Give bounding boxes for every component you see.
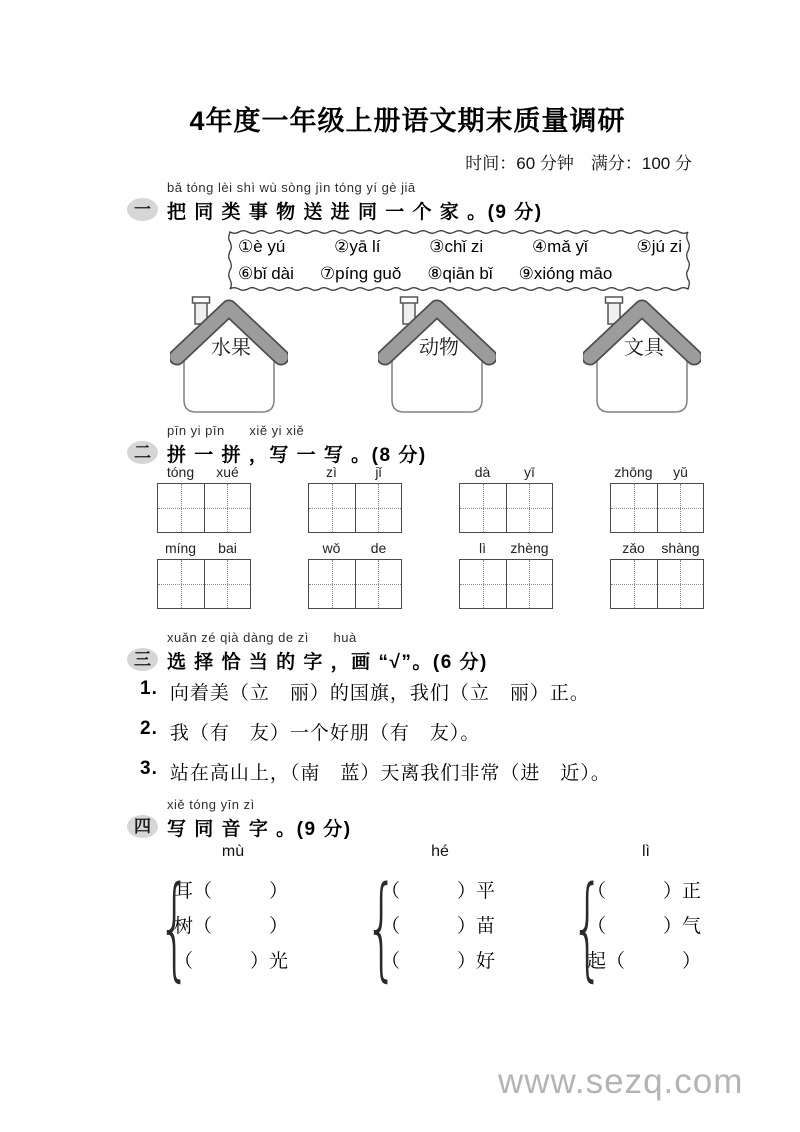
word-group [308, 464, 402, 533]
word-bank-item: ⑨xióng māo [518, 264, 613, 283]
question-item-3 [140, 758, 611, 785]
brace-icon: { [571, 860, 605, 993]
section-1-heading [127, 180, 543, 224]
question-item-1 [140, 678, 590, 705]
section-3-marker: 三 [127, 648, 158, 671]
word-group [610, 540, 704, 609]
writing-grid[interactable] [157, 559, 251, 609]
exam-meta: 时间：60 分钟 满分：100 分 [465, 154, 692, 173]
writing-grid-row-2 [157, 540, 704, 609]
watermark: www.sezq.com [498, 1062, 744, 1101]
fill-in-row: （ ）光 [174, 951, 289, 972]
word-group [459, 540, 553, 609]
house-animal [378, 296, 496, 420]
writing-grid[interactable] [610, 483, 704, 533]
word-bank-item: ②yā lí [334, 237, 381, 256]
house-label: 动物 [419, 337, 459, 359]
word-group [308, 540, 402, 609]
item-text: 站在高山上，（南 蓝）天离我们非常（进 近）。 [169, 763, 611, 784]
pinyin-label: zì [326, 464, 337, 480]
fill-in-row: （ ）气 [587, 916, 702, 937]
section-3-title: 选 择 恰 当 的 字 ，画 “√”。(6 分) [167, 652, 488, 673]
item-text: 我（有 友）一个好朋（有 友）。 [169, 723, 481, 744]
word-bank-item: ③chǐ zi [429, 237, 484, 256]
homophone-group-li [571, 843, 721, 993]
section-4-pinyin: xiě tóng yīn zì [167, 797, 255, 812]
pinyin-label: tóng [166, 464, 195, 480]
section-2-title: 拼 一 拼 ，写 一 写 。(8 分) [167, 445, 427, 466]
pinyin-label: bai [218, 540, 237, 556]
section-2-pinyin: pīn yi pīn xiě yi xiě [167, 423, 305, 438]
section-1-title: 把 同 类 事 物 送 进 同 一 个 家 。(9 分) [167, 202, 543, 223]
group-pinyin: hé [431, 843, 449, 860]
word-bank-item: ④mǎ yǐ [531, 237, 588, 256]
section-2-marker: 二 [127, 441, 158, 464]
fill-in-row: 树（ ） [174, 916, 289, 937]
section-4-title: 写 同 音 字 。(9 分) [167, 819, 352, 840]
house-label: 水果 [211, 337, 251, 359]
pinyin-label: xué [216, 464, 239, 480]
word-group [459, 464, 553, 533]
pinyin-label: yǔ [673, 464, 688, 480]
item-number: 1. [140, 678, 158, 699]
homophone-group-he [365, 843, 515, 993]
word-bank-row-1 [238, 237, 682, 257]
item-number: 3. [140, 758, 158, 779]
pinyin-label: míng [164, 540, 197, 556]
fill-in-row: （ ）正 [587, 881, 702, 902]
pinyin-label: shàng [661, 540, 700, 556]
pinyin-label: zhōng [614, 464, 653, 480]
writing-grid[interactable] [157, 483, 251, 533]
word-bank-item: ⑥bǐ dài [238, 264, 294, 283]
group-pinyin: mù [221, 843, 245, 860]
house-stationery [583, 296, 701, 420]
page-title: 4年度一年级上册语文期末质量调研 [189, 106, 626, 136]
pinyin-label: wǒ [322, 540, 341, 556]
fill-in-row: （ ）平 [381, 881, 496, 902]
pinyin-label: lì [479, 540, 486, 556]
house-label: 文具 [624, 337, 664, 359]
section-2-heading [127, 423, 427, 467]
section-1-marker: 一 [127, 198, 158, 221]
pinyin-label: yī [524, 464, 535, 480]
word-group [157, 540, 251, 609]
writing-grid[interactable] [308, 559, 402, 609]
writing-grid[interactable] [459, 559, 553, 609]
pinyin-label: de [370, 540, 387, 556]
fill-in-row: 起（ ） [587, 951, 702, 972]
group-pinyin: lì [642, 843, 650, 860]
fill-in-row: （ ）好 [381, 951, 496, 972]
section-3-heading [127, 630, 488, 674]
pinyin-label: jǐ [375, 464, 382, 480]
pinyin-label: zǎo [622, 540, 645, 556]
item-number: 2. [140, 718, 158, 739]
question-item-2 [140, 718, 480, 745]
writing-grid[interactable] [308, 483, 402, 533]
word-bank-item: ⑦píng guǒ [319, 264, 402, 283]
section-1-pinyin: bǎ tóng lèi shì wù sòng jìn tóng yí gè jiā [167, 180, 416, 195]
word-group [610, 464, 704, 533]
section-3-pinyin: xuǎn zé qià dàng de zì huà [167, 630, 357, 645]
word-bank-item: ①è yú [238, 237, 286, 256]
pinyin-label: dà [474, 464, 491, 480]
writing-grid[interactable] [459, 483, 553, 533]
section-4-marker: 四 [127, 815, 158, 838]
writing-grid[interactable] [610, 559, 704, 609]
writing-grid-row-1 [157, 464, 704, 533]
word-bank-row-2 [238, 264, 682, 284]
fill-in-row: 耳（ ） [174, 881, 289, 902]
brace-icon: { [365, 860, 399, 993]
homophone-group-mu [158, 843, 308, 993]
pinyin-label: zhèng [510, 540, 549, 556]
item-text: 向着美（立 丽）的国旗，我们（立 丽）正。 [169, 683, 590, 704]
fill-in-row: （ ）苗 [381, 916, 496, 937]
word-bank-item: ⑤jú zi [636, 237, 682, 256]
word-bank-box [226, 228, 692, 294]
word-bank-item: ⑧qiān bǐ [427, 264, 493, 283]
brace-icon: { [158, 860, 192, 993]
house-fruit [170, 296, 288, 420]
word-group [157, 464, 251, 533]
section-4-heading [127, 797, 352, 841]
